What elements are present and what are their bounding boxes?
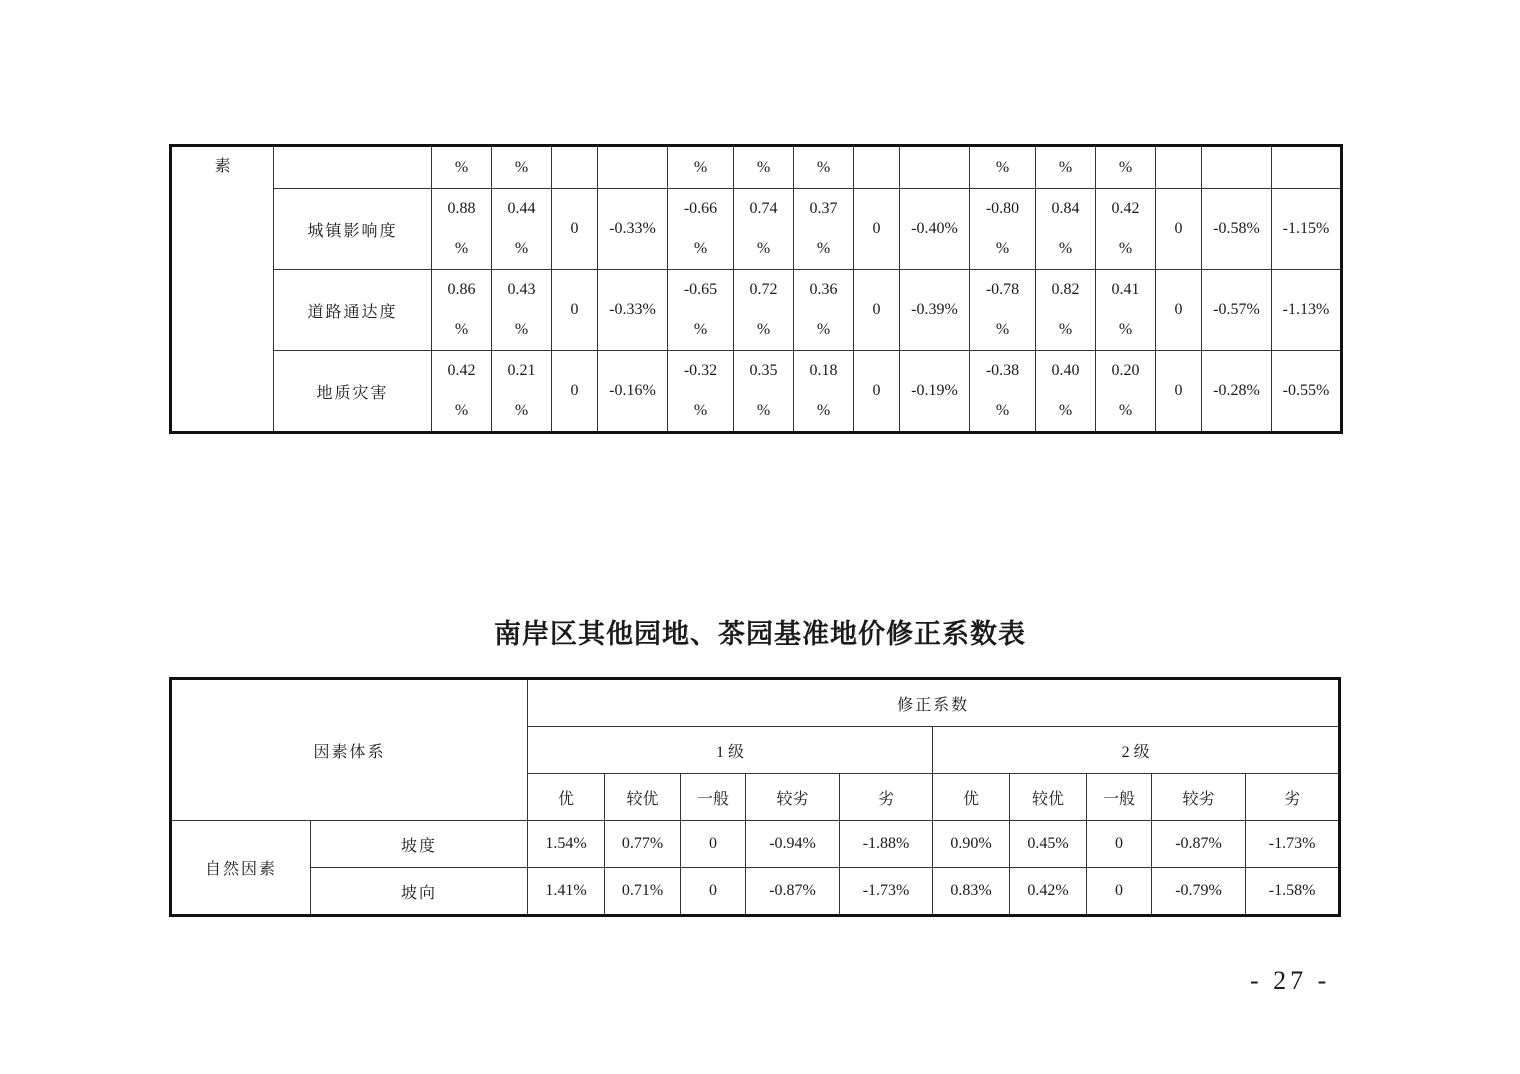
value-cell: 0.88 % — [432, 189, 492, 270]
table1-cell: % — [1036, 146, 1096, 189]
factor-system-header: 因素体系 — [171, 679, 528, 821]
table1-cell — [900, 146, 970, 189]
grade-header: 较劣 — [1152, 774, 1246, 821]
value-cell: 0.71% — [605, 868, 681, 916]
group-label: 自然因素 — [171, 821, 311, 916]
value-cell: 0.82 % — [1036, 270, 1096, 351]
value-cell: -0.28% — [1202, 351, 1272, 433]
value-cell: -1.73% — [840, 868, 933, 916]
row-label: 地质灾害 — [274, 351, 432, 433]
grade-header: 较劣 — [746, 774, 840, 821]
value-cell: 0.20 % — [1096, 351, 1156, 433]
table-row — [171, 351, 1342, 433]
table-row — [171, 189, 1342, 270]
table1-cell — [1272, 146, 1342, 189]
table1-header-row — [171, 146, 1342, 189]
value-cell: 0.40 % — [1036, 351, 1096, 433]
value-cell: 0.21 % — [492, 351, 552, 433]
table-row — [171, 821, 1340, 868]
table1-cell: % — [492, 146, 552, 189]
value-cell: -0.57% — [1202, 270, 1272, 351]
value-cell: 0 — [681, 868, 746, 916]
value-cell: 0.41 % — [1096, 270, 1156, 351]
value-cell: 0.37 % — [794, 189, 854, 270]
value-cell: 0 — [552, 351, 598, 433]
table-row — [171, 868, 1340, 916]
value-cell: 0 — [854, 351, 900, 433]
value-cell: 0 — [681, 821, 746, 868]
value-cell: -1.73% — [1246, 821, 1340, 868]
value-cell: -0.80 % — [970, 189, 1036, 270]
value-cell: -0.94% — [746, 821, 840, 868]
table1-cell — [1202, 146, 1272, 189]
table1-cell: % — [794, 146, 854, 189]
grade-header: 劣 — [840, 774, 933, 821]
table1-cell — [854, 146, 900, 189]
value-cell: 0.45% — [1010, 821, 1087, 868]
value-cell: 0.83% — [933, 868, 1010, 916]
correction-coefficient-table — [169, 677, 1341, 917]
grade-header: 劣 — [1246, 774, 1340, 821]
value-cell: 0 — [552, 270, 598, 351]
value-cell: 1.41% — [528, 868, 605, 916]
value-cell: 0.74 % — [734, 189, 794, 270]
table-title: 南岸区其他园地、茶园基准地价修正系数表 — [494, 619, 1026, 650]
value-cell: 0 — [1156, 351, 1202, 433]
value-cell: 0.42 % — [432, 351, 492, 433]
value-cell: -1.13% — [1272, 270, 1342, 351]
row-label: 坡度 — [311, 821, 528, 868]
value-cell: 0.35 % — [734, 351, 794, 433]
table1-cell — [598, 146, 668, 189]
value-cell: 0.36 % — [794, 270, 854, 351]
value-cell: 0.90% — [933, 821, 1010, 868]
level2-header: 2 级 — [933, 727, 1340, 774]
value-cell: 0.86 % — [432, 270, 492, 351]
value-cell: -0.87% — [746, 868, 840, 916]
grade-header: 较优 — [605, 774, 681, 821]
value-cell: 1.54% — [528, 821, 605, 868]
table1-cell: % — [1096, 146, 1156, 189]
grade-header: 一般 — [1087, 774, 1152, 821]
value-cell: 0 — [854, 270, 900, 351]
value-cell: 0 — [552, 189, 598, 270]
header-row — [171, 679, 1340, 727]
page-number: - 27 - — [1250, 966, 1331, 995]
value-cell: 0 — [1156, 270, 1202, 351]
value-cell: -0.58% — [1202, 189, 1272, 270]
value-cell: -0.79% — [1152, 868, 1246, 916]
table1-cell: % — [668, 146, 734, 189]
table1-cell — [1156, 146, 1202, 189]
table1-cell: % — [970, 146, 1036, 189]
table1-cell — [274, 146, 432, 189]
value-cell: -0.87% — [1152, 821, 1246, 868]
grade-header: 一般 — [681, 774, 746, 821]
value-cell: 0.43 % — [492, 270, 552, 351]
row-label: 坡向 — [311, 868, 528, 916]
correction-coef-header: 修正系数 — [528, 679, 1340, 727]
value-cell: -0.40% — [900, 189, 970, 270]
value-cell: -1.88% — [840, 821, 933, 868]
value-cell: -0.33% — [598, 189, 668, 270]
grade-header: 优 — [933, 774, 1010, 821]
value-cell: 0.72 % — [734, 270, 794, 351]
value-cell: 0.77% — [605, 821, 681, 868]
value-cell: 0 — [1156, 189, 1202, 270]
value-cell: 0 — [1087, 821, 1152, 868]
table1-cell — [552, 146, 598, 189]
grade-header: 优 — [528, 774, 605, 821]
value-cell: -0.66 % — [668, 189, 734, 270]
value-cell: -0.38 % — [970, 351, 1036, 433]
table-row — [171, 270, 1342, 351]
value-cell: -0.65 % — [668, 270, 734, 351]
value-cell: -1.58% — [1246, 868, 1340, 916]
value-cell: 0.84 % — [1036, 189, 1096, 270]
value-cell: -1.15% — [1272, 189, 1342, 270]
continuation-table — [169, 144, 1343, 434]
category-fragment-cell: 素 — [171, 146, 274, 433]
value-cell: 0.42 % — [1096, 189, 1156, 270]
value-cell: 0 — [854, 189, 900, 270]
value-cell: -0.33% — [598, 270, 668, 351]
grade-header: 较优 — [1010, 774, 1087, 821]
row-label: 城镇影响度 — [274, 189, 432, 270]
value-cell: 0.18 % — [794, 351, 854, 433]
value-cell: -0.32 % — [668, 351, 734, 433]
value-cell: -0.55% — [1272, 351, 1342, 433]
value-cell: -0.16% — [598, 351, 668, 433]
value-cell: 0 — [1087, 868, 1152, 916]
value-cell: -0.19% — [900, 351, 970, 433]
value-cell: 0.44 % — [492, 189, 552, 270]
value-cell: 0.42% — [1010, 868, 1087, 916]
table1-cell: % — [432, 146, 492, 189]
level1-header: 1 级 — [528, 727, 933, 774]
table1-cell: % — [734, 146, 794, 189]
row-label: 道路通达度 — [274, 270, 432, 351]
value-cell: -0.39% — [900, 270, 970, 351]
value-cell: -0.78 % — [970, 270, 1036, 351]
